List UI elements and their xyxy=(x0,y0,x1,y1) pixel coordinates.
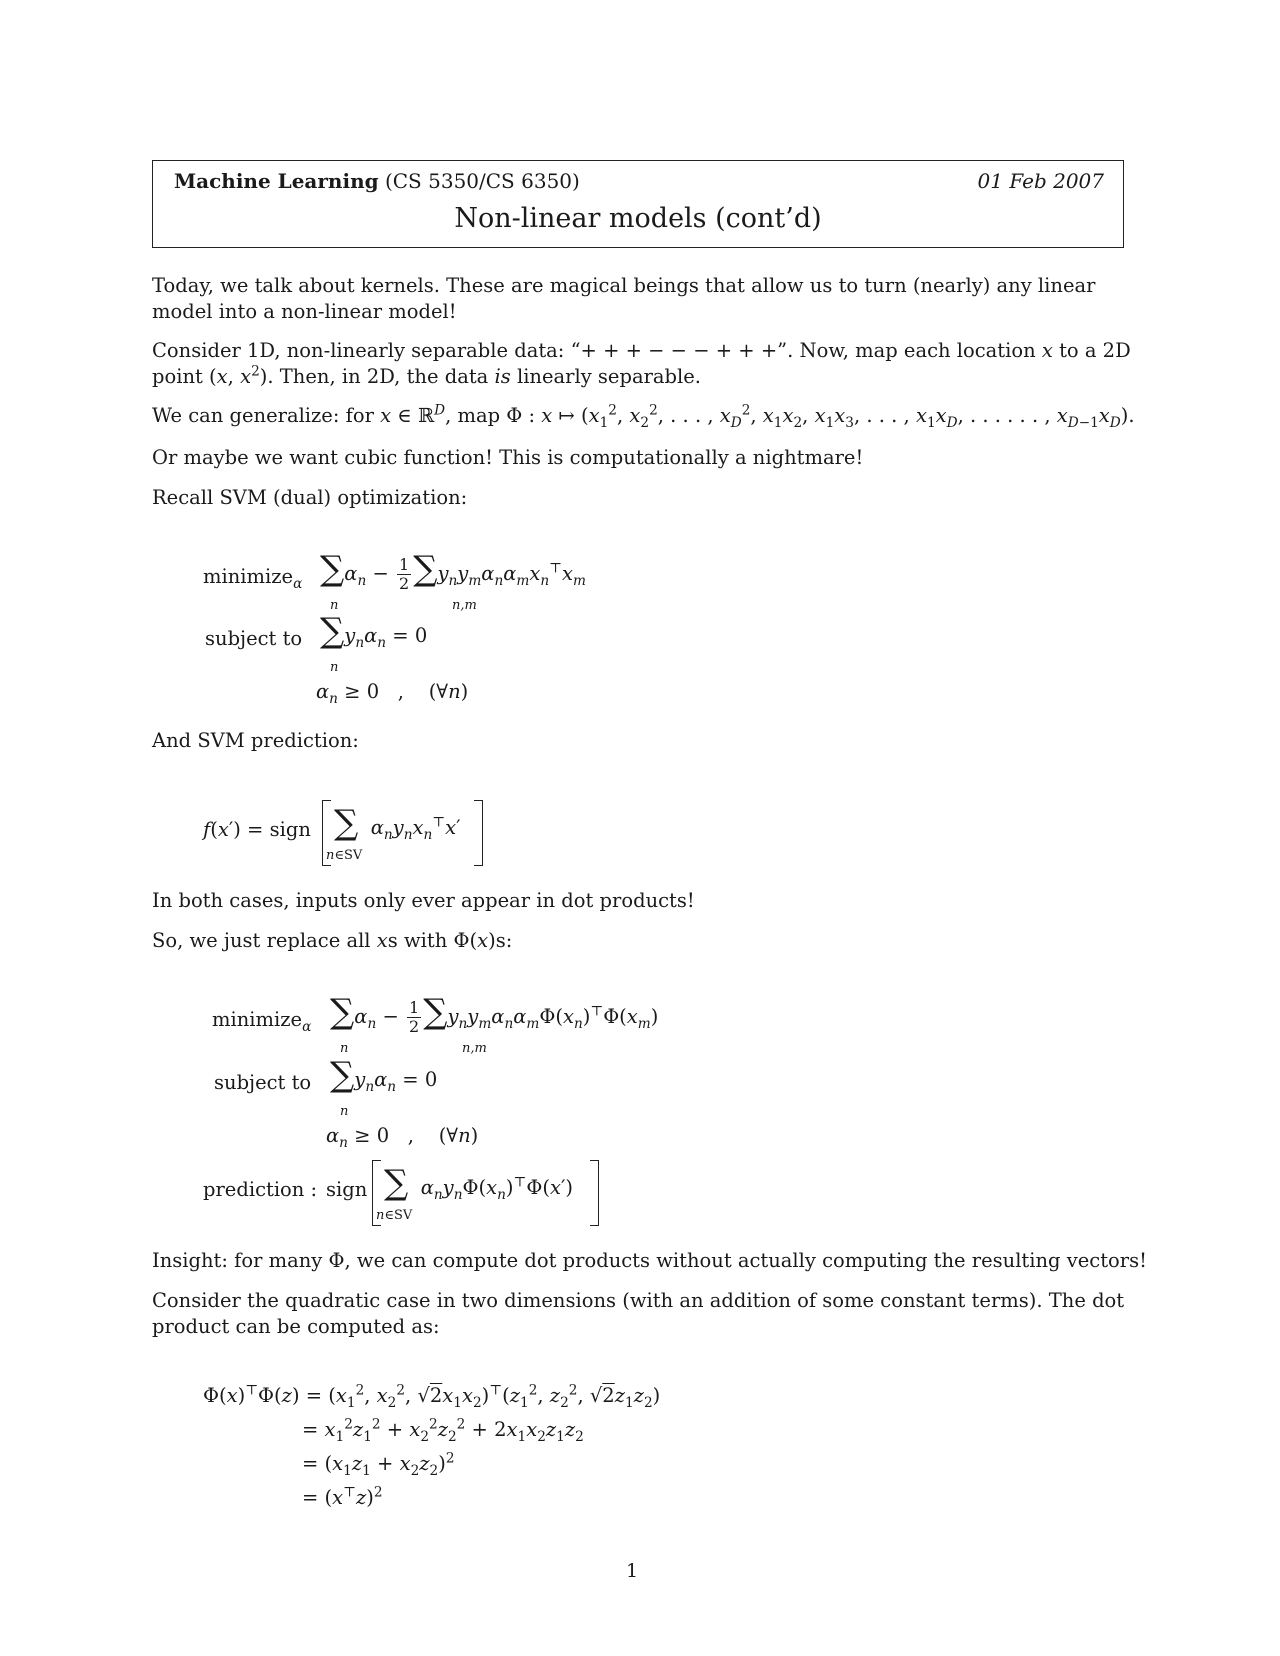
generalize-paragraph: We can generalize: for x ∈ ℝ$^D$, map Φ : x ↦ ($x_1^2$, $x_2^2$, . . . , $x_D^2$, $x_1x_2$, $x_1x_3$, . . . , $x_1x_D$, . . . . . . , $x_{D-1}x_D$). xyxy=(152,402,1135,431)
page-title: Non-linear models (cont’d) xyxy=(454,203,822,234)
opt2-constraint: $\sum y_n\alpha_n = 0$ xyxy=(330,1055,438,1095)
course-code: (CS 5350/CS 6350) xyxy=(384,169,580,193)
consider-1d-emph: is xyxy=(494,365,511,388)
pred1-lhs: f(x′) = sign xyxy=(203,818,311,841)
consider-1d-paragraph: Consider 1D, non-linearly separable data: “+ + + − − − + + +”. Now, map each location x to a 2D point (x, $x^2$). Then, in 2D, the data is linearly separable. xyxy=(152,339,1131,388)
consider-1d-text-c: Then, in 2D, the data xyxy=(279,365,489,388)
page-number: 1 xyxy=(626,1560,639,1582)
consider-1d-text-b: to a 2D point xyxy=(152,339,1131,388)
opt2-constraint-sum-n: n xyxy=(340,1104,349,1119)
opt1-subject-label: subject to xyxy=(205,627,303,650)
opt2-prediction-label: prediction : xyxy=(203,1178,318,1201)
derivation-line-1: $\Phi(x)^⊤\Phi(z) = (x_1^2$, $x_2^2$, $√2x_1x_2)^⊤(z_1^2$, $z_2^2$, $√2z_1z_2$) xyxy=(203,1382,661,1411)
course-line xyxy=(174,169,580,193)
insight-paragraph: Insight: for many Φ, we can compute dot products without actually computing the resulting vectors! xyxy=(152,1249,1147,1272)
replace-paragraph: So, we just replace all xs with Φ(x)s: xyxy=(152,929,513,952)
pred1-sum: ∑ $\alpha_ny_nx_n^⊤x'$ xyxy=(334,803,461,843)
opt2-sum-n: n xyxy=(340,1041,349,1056)
consider-1d-text-a: Consider 1D, non-linearly separable data: “+ + + − − − + + +”. Now, map each location xyxy=(152,339,1036,362)
opt1-constraint-sum-n: n xyxy=(330,660,339,675)
opt2-minimize-label: minimize$_\alpha$ xyxy=(212,1008,312,1035)
opt2-subject-label: subject to xyxy=(214,1071,312,1094)
dot-products-paragraph: In both cases, inputs only ever appear in dot products! xyxy=(152,889,695,912)
math-x: x xyxy=(1041,339,1053,362)
derivation-line-4: = $(x^⊤z)^2$ xyxy=(302,1484,383,1509)
pred1-sum-sv: n∈SV xyxy=(326,848,363,863)
opt1-sum-nm: n,m xyxy=(452,598,477,613)
consider-1d-text-d: linearly separable. xyxy=(516,365,701,388)
recall-svm-paragraph: Recall SVM (dual) optimization: xyxy=(152,486,468,509)
opt2-objective: $\sum\alpha_n$ − $\frac{1}{2}$ $\sum y_ny_m\alpha_n\alpha_m\Phi(x_n)^⊤\Phi(x_m)$ xyxy=(330,992,659,1036)
opt2-sign: sign xyxy=(326,1178,368,1201)
opt2-bracket-right xyxy=(590,1160,599,1226)
derivation-line-2: = $x_1^2z_1^2 + x_2^2z_2^2 + 2x_1x_2z_1z_2$ xyxy=(302,1416,584,1445)
opt2-sum-nm: n,m xyxy=(462,1041,487,1056)
pred1-bracket-right xyxy=(474,800,483,866)
opt1-objective: $\sum\alpha_n$ − $\frac{1}{2}$ $\sum y_ny_m\alpha_n\alpha_mx_n^⊤x_m$ xyxy=(320,549,586,593)
opt2-sum-sv: n∈SV xyxy=(376,1208,413,1223)
opt2-prediction-sum: ∑ $\alpha_ny_n\Phi(x_n)^⊤\Phi(x')$ xyxy=(384,1163,573,1203)
opt2-nonneg: $\alpha_n \ge 0$ , (∀n) xyxy=(326,1124,479,1151)
generalize-lead: We can generalize: for xyxy=(152,404,374,427)
opt1-nonneg: $\alpha_n \ge 0$ , (∀n) xyxy=(316,680,469,707)
opt1-sum-n: n xyxy=(330,598,339,613)
opt1-minimize-label: minimize$_\alpha$ xyxy=(203,565,303,592)
intro-paragraph: Today, we talk about kernels. These are magical beings that allow us to turn (nearly) any linear model into a non-linear model! xyxy=(152,274,1096,323)
course-name: Machine Learning xyxy=(174,169,379,193)
cubic-paragraph: Or maybe we want cubic function! This is computationally a nightmare! xyxy=(152,446,864,469)
generalize-map: , map xyxy=(445,404,501,427)
derivation-line-3: = $(x_1z_1 + x_2z_2)^2$ xyxy=(302,1450,455,1479)
opt1-constraint: $\sum y_n\alpha_n = 0$ xyxy=(320,611,428,651)
quadratic-paragraph: Consider the quadratic case in two dimensions (with an addition of some constant terms). The dot product can be computed as: xyxy=(152,1289,1125,1338)
lecture-date: 01 Feb 2007 xyxy=(977,169,1104,193)
and-prediction-paragraph: And SVM prediction: xyxy=(152,729,359,752)
